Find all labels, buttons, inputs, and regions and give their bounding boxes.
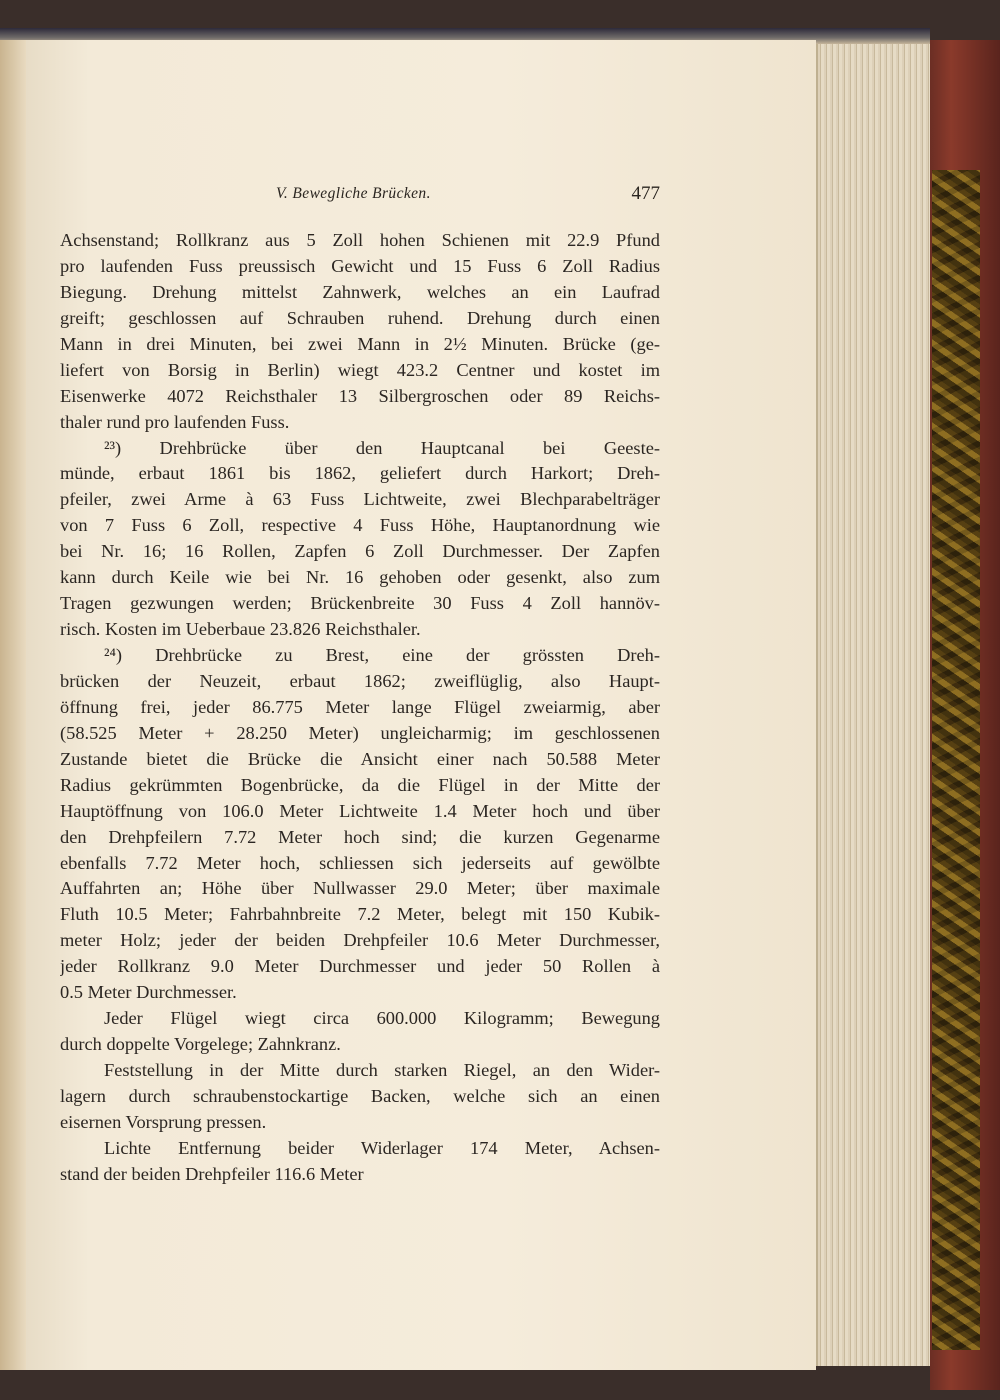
text-line: ²³) Drehbrücke über den Hauptcanal bei Geeste- xyxy=(104,437,660,458)
text-line: ebenfalls 7.72 Meter hoch, schliessen sich jederseits auf gewölbte xyxy=(60,852,660,873)
text-line: risch. Kosten im Ueberbaue 23.826 Reichsthaler. xyxy=(60,619,421,640)
text-line: Eisenwerke 4072 Reichsthaler 13 Silbergroschen oder 89 Reichs- xyxy=(60,385,660,406)
page-header xyxy=(60,183,660,209)
text-line: Feststellung in der Mitte durch starken Riegel, an den Wider- xyxy=(104,1060,660,1080)
text-line: Auffahrten an; Höhe über Nullwasser 29.0 Meter; über maximale xyxy=(60,878,660,899)
marbled-endpaper xyxy=(932,170,980,1350)
text-line: Fluth 10.5 Meter; Fahrbahnbreite 7.2 Meter, belegt mit 150 Kubik- xyxy=(60,904,660,925)
text-line: 0.5 Meter Durchmesser. xyxy=(60,982,237,1003)
text-line: durch doppelte Vorgelege; Zahnkranz. xyxy=(60,1034,341,1055)
page-number: 477 xyxy=(631,183,660,204)
left-page-edge xyxy=(0,40,26,1370)
page-stack-edges xyxy=(806,44,930,1366)
text-line: jeder Rollkranz 9.0 Meter Durchmesser und jeder 50 Rollen à xyxy=(60,956,660,977)
text-line: lagern durch schraubenstockartige Backen, welche sich an einen xyxy=(60,1085,660,1106)
text-line: kann durch Keile wie bei Nr. 16 gehoben oder gesenkt, also zum xyxy=(60,567,660,588)
text-line: pfeiler, zwei Arme à 63 Fuss Lichtweite, zwei Blechparabelträger xyxy=(60,489,660,510)
text-line: Lichte Entfernung beider Widerlager 174 Meter, Achsen- xyxy=(104,1137,660,1158)
running-title: V. Bewegliche Brücken. xyxy=(276,185,431,202)
text-line: thaler rund pro laufenden Fuss. xyxy=(60,411,290,432)
text-line: greift; geschlossen auf Schrauben ruhend. Drehung durch einen xyxy=(60,307,660,328)
text-line: ²⁴) Drehbrücke zu Brest, eine der grössten Dreh- xyxy=(104,645,660,665)
text-line: (58.525 Meter + 28.250 Meter) ungleicharmig; im geschlossenen xyxy=(60,722,660,743)
text-line: stand der beiden Drehpfeiler 116.6 Meter xyxy=(60,1163,364,1184)
text-line: Achsenstand; Rollkranz aus 5 Zoll hohen Schienen mit 22.9 Pfund xyxy=(60,230,660,250)
text-line: münde, erbaut 1861 bis 1862, geliefert durch Harkort; Dreh- xyxy=(60,463,660,484)
text-line: Biegung. Drehung mittelst Zahnwerk, welches an ein Laufrad xyxy=(60,281,660,302)
text-line: Radius gekrümmten Bogenbrücke, da die Flügel in der Mitte der xyxy=(60,774,660,795)
text-line: Jeder Flügel wiegt circa 600.000 Kilogramm; Bewegung xyxy=(104,1008,660,1029)
text-line: eisernen Vorsprung pressen. xyxy=(60,1111,267,1132)
text-line: Hauptöffnung von 106.0 Meter Lichtweite 1.4 Meter hoch und über xyxy=(60,800,660,821)
text-line: von 7 Fuss 6 Zoll, respective 4 Fuss Höhe, Hauptanordnung wie xyxy=(60,515,660,536)
text-line: meter Holz; jeder der beiden Drehpfeiler 10.6 Meter Durchmesser, xyxy=(60,930,660,951)
text-line: liefert von Borsig in Berlin) wiegt 423.2 Centner und kostet im xyxy=(60,359,660,380)
text-line: Mann in drei Minuten, bei zwei Mann in 2½ Minuten. Brücke (ge- xyxy=(60,333,660,354)
text-line: pro laufenden Fuss preussisch Gewicht und 15 Fuss 6 Zoll Radius xyxy=(60,255,660,276)
text-line: Tragen gezwungen werden; Brückenbreite 30 Fuss 4 Zoll hannöv- xyxy=(60,593,660,614)
text-line: den Drehpfeilern 7.72 Meter hoch sind; die kurzen Gegenarme xyxy=(60,826,660,847)
text-line: bei Nr. 16; 16 Rollen, Zapfen 6 Zoll Durchmesser. Der Zapfen xyxy=(60,541,660,562)
text-line: Zustande bietet die Brücke die Ansicht einer nach 50.588 Meter xyxy=(60,748,660,769)
body-text xyxy=(60,228,660,1188)
text-line: öffnung frei, jeder 86.775 Meter lange Flügel zweiarmig, aber xyxy=(60,696,660,717)
text-line: brücken der Neuzeit, erbaut 1862; zweiflüglig, also Haupt- xyxy=(60,670,660,691)
